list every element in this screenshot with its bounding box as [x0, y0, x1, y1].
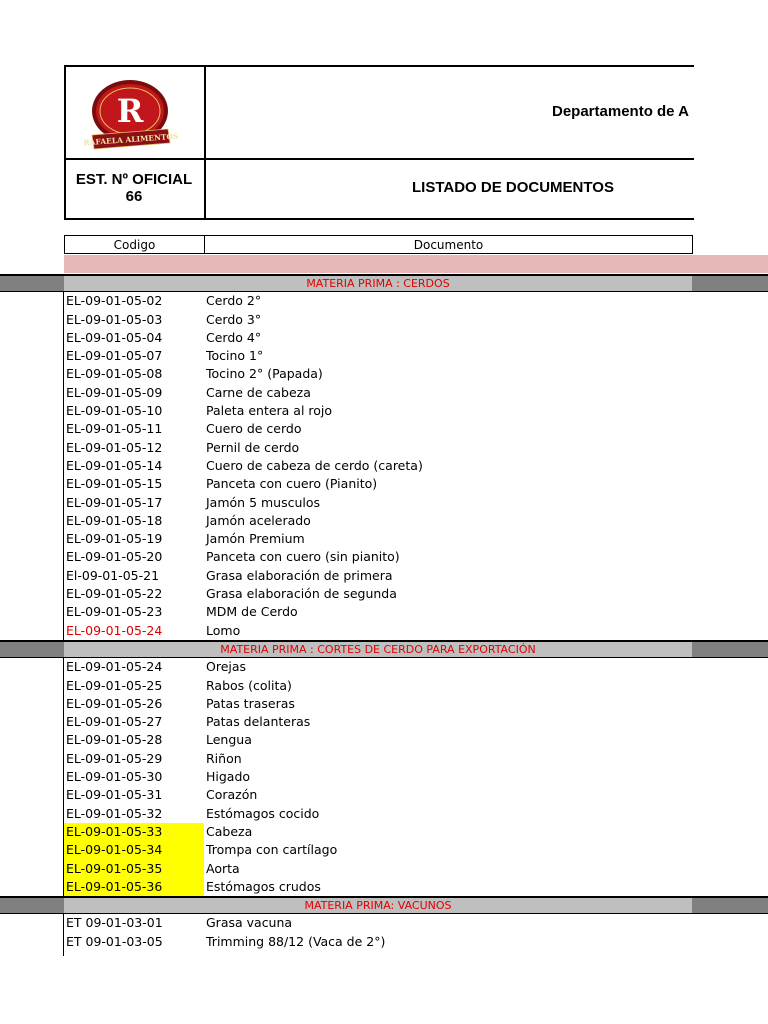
table-row: [0, 677, 768, 695]
document-name: Patas traseras: [206, 695, 295, 711]
document-code: EL-09-01-05-28: [66, 732, 163, 748]
rafaela-alimentos-logo: [83, 79, 179, 151]
section-header-row: [0, 640, 768, 658]
table-row: [0, 420, 768, 438]
document-name: Lomo: [206, 622, 241, 638]
document-code: EL-09-01-05-36: [64, 878, 204, 896]
document-code: EL-09-01-05-02: [66, 293, 163, 309]
section-header-row: [0, 274, 768, 292]
section-title: MATERIA PRIMA: VACUNOS: [64, 898, 692, 913]
document-code: ET 09-01-03-01: [66, 915, 163, 931]
document-name: Tocino 2° (Papada): [206, 366, 323, 382]
table-row: [0, 860, 768, 878]
document-code: EL-09-01-05-24: [66, 659, 163, 675]
table-row: [0, 786, 768, 804]
column-header-document: Documento: [204, 235, 693, 254]
table-row: [0, 750, 768, 768]
document-name: Grasa elaboración de segunda: [206, 586, 397, 602]
column-header-code: Codigo: [64, 235, 205, 254]
document-name: Trompa con cartílago: [206, 842, 338, 858]
document-code: EL-09-01-05-18: [66, 512, 163, 528]
est-label: EST. Nº OFICIAL: [75, 171, 193, 188]
table-row: [0, 292, 768, 310]
document-code: EL-09-01-05-03: [66, 311, 163, 327]
document-name: Pernil de cerdo: [206, 439, 300, 455]
document-name: Lengua: [206, 732, 252, 748]
table-row: [0, 731, 768, 749]
document-code: EL-09-01-05-09: [66, 384, 163, 400]
section-title: MATERIA PRIMA : CERDOS: [64, 276, 692, 291]
document-code: EL-09-01-05-27: [66, 714, 163, 730]
table-row: [0, 311, 768, 329]
header-divider-horizontal: [64, 158, 694, 160]
document-code: EL-09-01-05-35: [64, 860, 204, 878]
document-code: EL-09-01-05-32: [66, 805, 163, 821]
document-code: EL-09-01-05-26: [66, 695, 163, 711]
document-name: Paleta entera al rojo: [206, 403, 333, 419]
table-row: [0, 530, 768, 548]
document-code: EL-09-01-05-10: [66, 403, 163, 419]
document-name: Higado: [206, 769, 251, 785]
table-row: [0, 695, 768, 713]
table-row: [0, 622, 768, 640]
document-name: Carne de cabeza: [206, 384, 311, 400]
table-row: [0, 805, 768, 823]
table-row: [0, 603, 768, 621]
document-name: Corazón: [206, 787, 258, 803]
document-code: EL-09-01-05-20: [66, 549, 163, 565]
document-name: Estómagos cocido: [206, 805, 320, 821]
table-row: [0, 365, 768, 383]
pink-band: [64, 255, 768, 273]
document-code: EL-09-01-05-31: [66, 787, 163, 803]
document-name: Estómagos crudos: [206, 878, 321, 894]
table-row: [0, 439, 768, 457]
table-row: [0, 823, 768, 841]
document-code: EL-09-01-05-17: [66, 494, 163, 510]
document-name: Grasa elaboración de primera: [206, 567, 393, 583]
document-name: MDM de Cerdo: [206, 604, 298, 620]
table-row: [0, 384, 768, 402]
document-code: ET 09-01-03-05: [66, 933, 163, 949]
document-name: Cabeza: [206, 823, 253, 839]
document-name: Jamón Premium: [206, 531, 305, 547]
document-name: Patas delanteras: [206, 714, 311, 730]
section-title: MATERIA PRIMA : CORTES DE CERDO PARA EXPORTACIÓN: [64, 642, 692, 657]
table-row: [0, 585, 768, 603]
table-row: [0, 933, 768, 951]
table-row: [0, 347, 768, 365]
document-name: Panceta con cuero (sin pianito): [206, 549, 400, 565]
document-code: EL-09-01-05-07: [66, 348, 163, 364]
table-row: [0, 768, 768, 786]
document-name: Jamón 5 musculos: [206, 494, 321, 510]
document-name: Trimming 88/12 (Vaca de 2°): [206, 933, 386, 949]
document-code: EL-09-01-05-14: [66, 457, 163, 473]
document-code: EL-09-01-05-29: [66, 750, 163, 766]
document-code: EL-09-01-05-11: [66, 421, 163, 437]
document-name: Cerdo 4°: [206, 329, 262, 345]
logo-letter: R: [116, 92, 144, 130]
document-code: EL-09-01-05-24: [66, 622, 163, 638]
table-row: [0, 548, 768, 566]
table-row: [0, 457, 768, 475]
section-header-row: [0, 896, 768, 914]
document-name: Cuero de cabeza de cerdo (careta): [206, 457, 423, 473]
document-name: Cuero de cerdo: [206, 421, 302, 437]
document-code: EL-09-01-05-15: [66, 476, 163, 492]
document-name: Tocino 1°: [206, 348, 264, 364]
document-code: EL-09-01-05-19: [66, 531, 163, 547]
document-code: EL-09-01-05-34: [64, 841, 204, 859]
table-row: [0, 494, 768, 512]
document-code: EL-09-01-05-23: [66, 604, 163, 620]
listing-title: LISTADO DE DOCUMENTOS: [412, 179, 614, 196]
document-name: Jamón acelerado: [206, 512, 311, 528]
est-number: 66: [125, 188, 143, 205]
document-name: Riñon: [206, 750, 242, 766]
table-row: [0, 329, 768, 347]
department-title: Departamento de A: [552, 103, 689, 120]
document-name: Orejas: [206, 659, 247, 675]
table-row: [0, 841, 768, 859]
document-code: EL-09-01-05-22: [66, 586, 163, 602]
document-name: Cerdo 2°: [206, 293, 262, 309]
document-header: [64, 65, 768, 218]
document-code: EL-09-01-05-30: [66, 769, 163, 785]
document-code: EL-09-01-05-08: [66, 366, 163, 382]
logo-ribbon-text: RAFAELA ALIMENTOS: [83, 131, 179, 148]
table-row: [0, 402, 768, 420]
document-code: EL-09-01-05-04: [66, 329, 163, 345]
document-name: Rabos (colita): [206, 677, 292, 693]
establishment-number: [66, 171, 202, 205]
document-code: EL-09-01-05-12: [66, 439, 163, 455]
document-code: El-09-01-05-21: [66, 567, 160, 583]
table-row: [0, 475, 768, 493]
table-row: [0, 658, 768, 676]
table-row: [0, 567, 768, 585]
document-name: Grasa vacuna: [206, 915, 293, 931]
document-name: Aorta: [206, 860, 240, 876]
document-name: Panceta con cuero (Pianito): [206, 476, 378, 492]
document-code: EL-09-01-05-33: [64, 823, 204, 841]
table-row: [0, 512, 768, 530]
document-name: Cerdo 3°: [206, 311, 262, 327]
header-divider-vertical: [204, 65, 206, 218]
table-row: [0, 914, 768, 932]
document-code: EL-09-01-05-25: [66, 677, 163, 693]
table-row: [0, 878, 768, 896]
document-list: [0, 274, 768, 951]
table-row: [0, 713, 768, 731]
